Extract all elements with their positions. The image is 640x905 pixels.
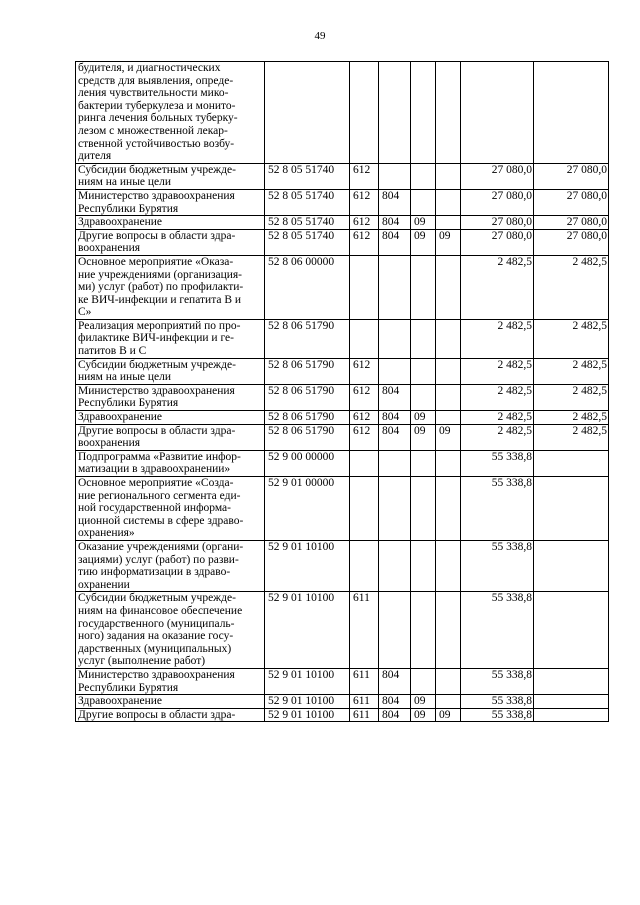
table-row bbox=[76, 319, 609, 358]
row-ministry-cell: 804 bbox=[379, 424, 411, 450]
row-subsection-cell bbox=[436, 358, 461, 384]
row-subsection-cell bbox=[436, 216, 461, 230]
row-expense-type-cell bbox=[350, 540, 379, 591]
row-sum-2-cell bbox=[534, 695, 609, 709]
row-subsection-cell: 09 bbox=[436, 708, 461, 722]
row-expense-type-cell: 612 bbox=[350, 189, 379, 215]
table-row bbox=[76, 216, 609, 230]
row-expense-type-cell: 612 bbox=[350, 229, 379, 255]
row-sum-2-cell: 2 482,5 bbox=[534, 358, 609, 384]
row-sum-2-cell: 2 482,5 bbox=[534, 255, 609, 319]
row-ministry-cell bbox=[379, 450, 411, 476]
page-number: 49 bbox=[314, 30, 326, 42]
row-sum-1-cell: 55 338,8 bbox=[461, 695, 534, 709]
row-sum-2-cell bbox=[534, 62, 609, 164]
table-row bbox=[76, 477, 609, 541]
row-name-cell: Субсидии бюджетным учрежде- ниям на финансовое обеспечение государственного (муниципаль- ного) задания на оказание госу- дарственных (муниципальных) услуг (выполнение работ) bbox=[76, 592, 265, 669]
row-sum-1-cell: 27 080,0 bbox=[461, 189, 534, 215]
row-sum-2-cell bbox=[534, 477, 609, 541]
row-expense-type-cell bbox=[350, 450, 379, 476]
row-sum-1-cell: 27 080,0 bbox=[461, 229, 534, 255]
row-ministry-cell bbox=[379, 540, 411, 591]
row-subsection-cell bbox=[436, 189, 461, 215]
row-name-cell: Министерство здравоохранения Республики Бурятия bbox=[76, 668, 265, 694]
row-subsection-cell bbox=[436, 540, 461, 591]
row-name-cell: Другие вопросы в области здра- воохранения bbox=[76, 424, 265, 450]
table-row bbox=[76, 189, 609, 215]
table-row bbox=[76, 358, 609, 384]
table-row bbox=[76, 384, 609, 410]
row-ministry-cell: 804 bbox=[379, 384, 411, 410]
row-name-cell: Основное мероприятие «Оказа- ние учреждениями (организация- ми) услуг (работ) по профилакти- ке ВИЧ-инфекции и гепатита В и С» bbox=[76, 255, 265, 319]
table-row bbox=[76, 708, 609, 722]
row-sum-2-cell bbox=[534, 668, 609, 694]
row-section-cell bbox=[411, 319, 436, 358]
row-name-cell: Оказание учреждениями (органи- зациями) услуг (работ) по разви- тию информатизации в здраво- охранении bbox=[76, 540, 265, 591]
table-row bbox=[76, 450, 609, 476]
row-sum-1-cell: 2 482,5 bbox=[461, 384, 534, 410]
row-ministry-cell bbox=[379, 163, 411, 189]
row-code-cell: 52 9 00 00000 bbox=[265, 450, 350, 476]
row-ministry-cell bbox=[379, 358, 411, 384]
row-sum-2-cell: 27 080,0 bbox=[534, 189, 609, 215]
row-name-cell: Здравоохранение bbox=[76, 216, 265, 230]
row-section-cell bbox=[411, 358, 436, 384]
row-section-cell: 09 bbox=[411, 216, 436, 230]
table-row bbox=[76, 62, 609, 164]
row-ministry-cell: 804 bbox=[379, 668, 411, 694]
row-section-cell bbox=[411, 62, 436, 164]
row-expense-type-cell: 611 bbox=[350, 695, 379, 709]
row-expense-type-cell bbox=[350, 477, 379, 541]
budget-table bbox=[75, 61, 609, 722]
row-section-cell: 09 bbox=[411, 695, 436, 709]
row-code-cell: 52 9 01 10100 bbox=[265, 668, 350, 694]
row-ministry-cell bbox=[379, 255, 411, 319]
row-expense-type-cell: 612 bbox=[350, 411, 379, 425]
row-ministry-cell: 804 bbox=[379, 229, 411, 255]
row-name-cell: Основное мероприятие «Созда- ние регионального сегмента еди- ной государственной информа- ционной системы в сфере здраво- охранения» bbox=[76, 477, 265, 541]
row-code-cell: 52 8 06 51790 bbox=[265, 319, 350, 358]
table-row bbox=[76, 592, 609, 669]
row-section-cell bbox=[411, 592, 436, 669]
row-expense-type-cell: 612 bbox=[350, 216, 379, 230]
row-name-cell: Здравоохранение bbox=[76, 411, 265, 425]
row-sum-2-cell: 2 482,5 bbox=[534, 319, 609, 358]
row-code-cell: 52 8 05 51740 bbox=[265, 189, 350, 215]
row-subsection-cell: 09 bbox=[436, 424, 461, 450]
row-name-cell: Министерство здравоохранения Республики Бурятия bbox=[76, 189, 265, 215]
row-ministry-cell: 804 bbox=[379, 695, 411, 709]
row-section-cell: 09 bbox=[411, 229, 436, 255]
row-sum-2-cell: 2 482,5 bbox=[534, 424, 609, 450]
row-code-cell: 52 8 05 51740 bbox=[265, 229, 350, 255]
row-sum-1-cell: 27 080,0 bbox=[461, 163, 534, 189]
table-row bbox=[76, 255, 609, 319]
row-sum-1-cell: 2 482,5 bbox=[461, 424, 534, 450]
row-expense-type-cell: 611 bbox=[350, 668, 379, 694]
row-expense-type-cell: 611 bbox=[350, 708, 379, 722]
table-row bbox=[76, 424, 609, 450]
row-code-cell: 52 8 05 51740 bbox=[265, 163, 350, 189]
row-ministry-cell bbox=[379, 319, 411, 358]
row-code-cell: 52 8 06 51790 bbox=[265, 411, 350, 425]
row-ministry-cell: 804 bbox=[379, 411, 411, 425]
row-ministry-cell: 804 bbox=[379, 216, 411, 230]
row-code-cell: 52 9 01 10100 bbox=[265, 708, 350, 722]
row-sum-1-cell: 2 482,5 bbox=[461, 319, 534, 358]
row-subsection-cell bbox=[436, 450, 461, 476]
row-name-cell: Субсидии бюджетным учрежде- ниям на иные цели bbox=[76, 163, 265, 189]
row-subsection-cell bbox=[436, 62, 461, 164]
row-expense-type-cell bbox=[350, 255, 379, 319]
row-subsection-cell: 09 bbox=[436, 229, 461, 255]
row-section-cell bbox=[411, 450, 436, 476]
row-expense-type-cell: 611 bbox=[350, 592, 379, 669]
row-name-cell: будителя, и диагностических средств для выявления, опреде- ления чувствительности мико- бактерии туберкулеза и монито- ринга лечения больных туберку- лезом с множественной лекар- ственной устойчивостью возбу- дителя bbox=[76, 62, 265, 164]
row-name-cell: Здравоохранение bbox=[76, 695, 265, 709]
row-sum-2-cell: 27 080,0 bbox=[534, 163, 609, 189]
row-sum-2-cell bbox=[534, 450, 609, 476]
row-ministry-cell bbox=[379, 62, 411, 164]
row-ministry-cell: 804 bbox=[379, 189, 411, 215]
row-name-cell: Другие вопросы в области здра- bbox=[76, 708, 265, 722]
row-sum-2-cell: 2 482,5 bbox=[534, 411, 609, 425]
row-code-cell: 52 8 06 00000 bbox=[265, 255, 350, 319]
row-subsection-cell bbox=[436, 668, 461, 694]
row-ministry-cell bbox=[379, 477, 411, 541]
row-sum-1-cell: 55 338,8 bbox=[461, 477, 534, 541]
row-subsection-cell bbox=[436, 255, 461, 319]
table-body bbox=[76, 62, 609, 722]
row-sum-1-cell: 55 338,8 bbox=[461, 450, 534, 476]
row-sum-1-cell: 55 338,8 bbox=[461, 592, 534, 669]
row-sum-2-cell bbox=[534, 708, 609, 722]
row-subsection-cell bbox=[436, 384, 461, 410]
row-section-cell bbox=[411, 540, 436, 591]
row-code-cell: 52 8 05 51740 bbox=[265, 216, 350, 230]
row-name-cell: Субсидии бюджетным учрежде- ниям на иные цели bbox=[76, 358, 265, 384]
row-code-cell: 52 8 06 51790 bbox=[265, 384, 350, 410]
row-sum-2-cell bbox=[534, 592, 609, 669]
row-expense-type-cell bbox=[350, 319, 379, 358]
row-sum-1-cell: 2 482,5 bbox=[461, 358, 534, 384]
row-expense-type-cell bbox=[350, 62, 379, 164]
row-subsection-cell bbox=[436, 695, 461, 709]
row-code-cell: 52 8 06 51790 bbox=[265, 358, 350, 384]
row-expense-type-cell: 612 bbox=[350, 384, 379, 410]
table-row bbox=[76, 411, 609, 425]
row-expense-type-cell: 612 bbox=[350, 163, 379, 189]
row-sum-1-cell: 55 338,8 bbox=[461, 708, 534, 722]
row-sum-1-cell: 27 080,0 bbox=[461, 216, 534, 230]
row-code-cell: 52 9 01 10100 bbox=[265, 592, 350, 669]
row-section-cell bbox=[411, 668, 436, 694]
row-section-cell: 09 bbox=[411, 708, 436, 722]
row-name-cell: Министерство здравоохранения Республики Бурятия bbox=[76, 384, 265, 410]
row-code-cell: 52 9 01 10100 bbox=[265, 540, 350, 591]
row-section-cell bbox=[411, 163, 436, 189]
row-ministry-cell bbox=[379, 592, 411, 669]
table-row bbox=[76, 668, 609, 694]
row-code-cell: 52 8 06 51790 bbox=[265, 424, 350, 450]
row-section-cell: 09 bbox=[411, 424, 436, 450]
row-sum-2-cell: 2 482,5 bbox=[534, 384, 609, 410]
table-row bbox=[76, 540, 609, 591]
row-section-cell bbox=[411, 189, 436, 215]
row-section-cell: 09 bbox=[411, 411, 436, 425]
row-sum-1-cell: 55 338,8 bbox=[461, 668, 534, 694]
row-expense-type-cell: 612 bbox=[350, 358, 379, 384]
row-sum-1-cell bbox=[461, 62, 534, 164]
table-row bbox=[76, 229, 609, 255]
row-ministry-cell: 804 bbox=[379, 708, 411, 722]
row-subsection-cell bbox=[436, 163, 461, 189]
row-name-cell: Подпрограмма «Развитие инфор- матизации в здравоохранении» bbox=[76, 450, 265, 476]
row-code-cell bbox=[265, 62, 350, 164]
row-name-cell: Реализация мероприятий по про- филактике ВИЧ-инфекции и ге- патитов В и С bbox=[76, 319, 265, 358]
row-section-cell bbox=[411, 384, 436, 410]
row-code-cell: 52 9 01 10100 bbox=[265, 695, 350, 709]
row-section-cell bbox=[411, 255, 436, 319]
row-subsection-cell bbox=[436, 477, 461, 541]
row-sum-2-cell: 27 080,0 bbox=[534, 229, 609, 255]
row-sum-1-cell: 55 338,8 bbox=[461, 540, 534, 591]
table-row bbox=[76, 695, 609, 709]
row-sum-2-cell bbox=[534, 540, 609, 591]
row-code-cell: 52 9 01 00000 bbox=[265, 477, 350, 541]
row-name-cell: Другие вопросы в области здра- воохранения bbox=[76, 229, 265, 255]
row-subsection-cell bbox=[436, 411, 461, 425]
row-subsection-cell bbox=[436, 319, 461, 358]
row-section-cell bbox=[411, 477, 436, 541]
table-row bbox=[76, 163, 609, 189]
row-sum-1-cell: 2 482,5 bbox=[461, 255, 534, 319]
row-sum-1-cell: 2 482,5 bbox=[461, 411, 534, 425]
row-expense-type-cell: 612 bbox=[350, 424, 379, 450]
row-sum-2-cell: 27 080,0 bbox=[534, 216, 609, 230]
row-subsection-cell bbox=[436, 592, 461, 669]
